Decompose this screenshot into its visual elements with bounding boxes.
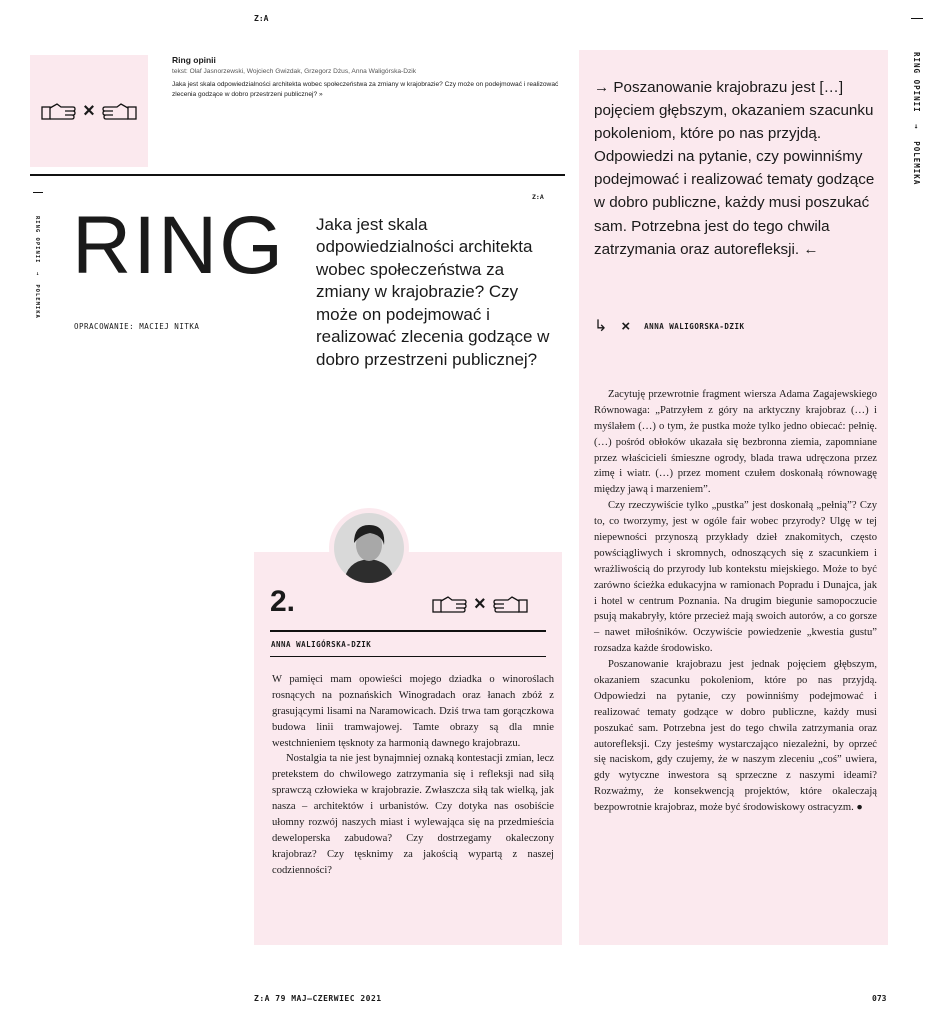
pull-quote [594, 76, 879, 261]
ring-side-label [34, 216, 40, 319]
body-paragraph: Zacytuję przewrotnie fragment wiersza Adama Zagajewskiego Równowaga: „Patrzyłem z góry na arktyczny krajobraz (…) i myślałem (…) o tym, że pustka może tylko jedno obiecać: pełnię. (…) pośród obłoków ukazała się bezbronna ziemia, zapomniane przez właścicieli śmieszne ogrody, blada trawa udręczona przez zimę i wiatr. (…) przez moment czułem doskonałą równowagę między jawą i marzeniem”. [594, 389, 877, 496]
ring-logo: Z:A [532, 193, 544, 201]
teaser-lead: Jaka jest skala odpowiedzialności architekta wobec społeczeństwa za zmiany w krajobrazie? Czy może on podejmować i realizować zlecenia godzące w dobro przestrzeni publicznej? » [172, 81, 559, 98]
side-section-name: RING OPINII [912, 52, 921, 113]
ring-side-arrow: → [34, 271, 40, 277]
side-arrow: → [912, 124, 921, 130]
author-portrait [334, 513, 404, 583]
teaser-title[interactable]: Ring opinii [172, 55, 216, 65]
ring-side-subsection: POLEMIKA [34, 284, 40, 319]
right-fist-icon [492, 592, 528, 616]
teaser [172, 55, 562, 99]
end-mark: ● [856, 802, 863, 814]
header-logo: Z:A [254, 14, 269, 23]
footer-issue: Z:A 79 MAJ—CZERWIEC 2021 [254, 994, 382, 1003]
teaser-authors: tekst: Olaf Jasnorzewski, Wojciech Gwizdak, Grzegorz Dżus, Anna Waligórska-Dzik [172, 68, 417, 75]
attribution-name: ANNA WALIGORSKA-DZIK [644, 321, 745, 331]
entry-paragraph: Nostalgia ta nie jest bynajmniej oznaką kontestacji zmian, lecz pretekstem do chwilowego zatrzymania się i refleksji nad siłą sprawczą człowieka w krajobrazie. Zwłaszcza siłą tak wielką, jak nasza – architektów i urbanistów. Czy dotyka nas osobiście ułomny rozwój naszych miast i wylewająca się na przedmieścia deweloperska zabudowa? Czy dostrzegamy okaleczony krajobraz? Czy tęsknimy za jakością wypartą z naszej codzienności? [272, 753, 554, 876]
entry-author: ANNA WALIGÓRSKA-DZIK [271, 640, 372, 649]
entry-paragraph: W pamięci mam opowieści mojego dziadka o winoroślach rosnących na poznańskich Winogradach oraz łanach zbóż z grasującymi lisami na Naramowicach. Dziś trwa tam gorączkowa budowa linii tramwajowej. Tamte obrazy są dla mnie westchnieniem tęsknoty za harmonią dawnego krajobrazu. [272, 674, 554, 749]
body-paragraph [594, 657, 877, 816]
quote-start-arrow: → [594, 79, 610, 96]
ring-question: Jaka jest skala odpowiedzialności architekta wobec społeczeństwa za zmiany w krajobrazie? Czy może on podejmować i realizować zlecenia godzące w dobro przestrzeni publicznej? [316, 215, 550, 369]
avatar [329, 508, 409, 588]
ring-editor: OPRACOWANIE: MACIEJ NITKA [74, 322, 200, 331]
entry-versus-icons [432, 592, 528, 616]
right-fist-icon [101, 99, 137, 123]
entry-number: 2. [270, 585, 296, 618]
body-paragraph: Czy rzeczywiście tylko „pustka” jest doskonałą „pełnią”? Czy to, co tworzymy, jest w ogóle fair wobec przyrody? Ulgę w tej niepewności przynoszą przykłady dzieł znakomitych, często powściągliwych i skromnych, odnoszących się z szacunkiem i wrażliwością do przyrody lub kontekstu miejskiego. Może to być zarówno ścieżka edukacyjna w ramionach Popradu i Dunajca, jak i hotel w centrum Poznania. Na drugim biegunie samopoczucie psują makabryły, które przecież mają swoich autorów, a co gorsze – nawet miłośników. Oczywiście powiedzenie „kwestia gustu” rozsadza każde środowisko. [594, 500, 877, 655]
ring-dash [33, 192, 43, 193]
versus-cross: × [474, 592, 486, 615]
entry-rule-bottom [270, 656, 546, 657]
entry-rule-top [270, 630, 546, 632]
right-body [594, 387, 877, 816]
section-divider [30, 174, 565, 176]
side-section-label [912, 52, 921, 185]
left-fist-icon [432, 592, 468, 616]
body-paragraph-text: Poszanowanie krajobrazu jest jednak pojęciem głębszym, okazaniem szacunku pokoleniom, które po nas przyjdą. Odpowiedzi na pytanie, czy powinniśmy podejmować i realizować tematy godzące w dobro publiczne, każdy musi poszukać sam. Potrzebna jest do tego chwila zatrzymania oraz autorefleksji. Czy jesteśmy wystarczająco niezależni, by oprzeć się naciskom, gdy czujemy, że w naszym zleceniu „coś” uwiera, gdy wytyczne inwestora są sprzeczne z naszymi ideami? Rozważmy, że konsekwencją projektów, które okaleczają bezpowrotnie krajobraz, może być środowiskowy ostracyzm. [594, 659, 877, 814]
top-right-dash [911, 18, 923, 19]
teaser-icon-box [30, 55, 148, 167]
ring-side-section: RING OPINII [34, 216, 40, 264]
attribution-arrow: ↳ [594, 318, 608, 335]
versus-cross: × [83, 99, 95, 122]
quote-attribution [594, 316, 744, 336]
entry-body [272, 672, 554, 879]
ring-title: RING [72, 200, 285, 291]
side-subsection: POLEMIKA [912, 141, 921, 186]
quote-text: Poszanowanie krajobrazu jest […] pojęciem głębszym, okazaniem szacunku pokoleniom, które po nas przyjdą. Odpowiedzi na pytanie, czy powinniśmy podejmować i realizować tematy godzące w dobro publiczne, każdy musi poszukać sam. Potrzebna jest do tego chwila zatrzymania oraz autorefleksji. [594, 79, 875, 258]
left-fist-icon [41, 99, 77, 123]
attribution-cross: × [621, 317, 631, 335]
quote-end-arrow: ← [803, 240, 819, 258]
page-number: 073 [872, 994, 887, 1003]
